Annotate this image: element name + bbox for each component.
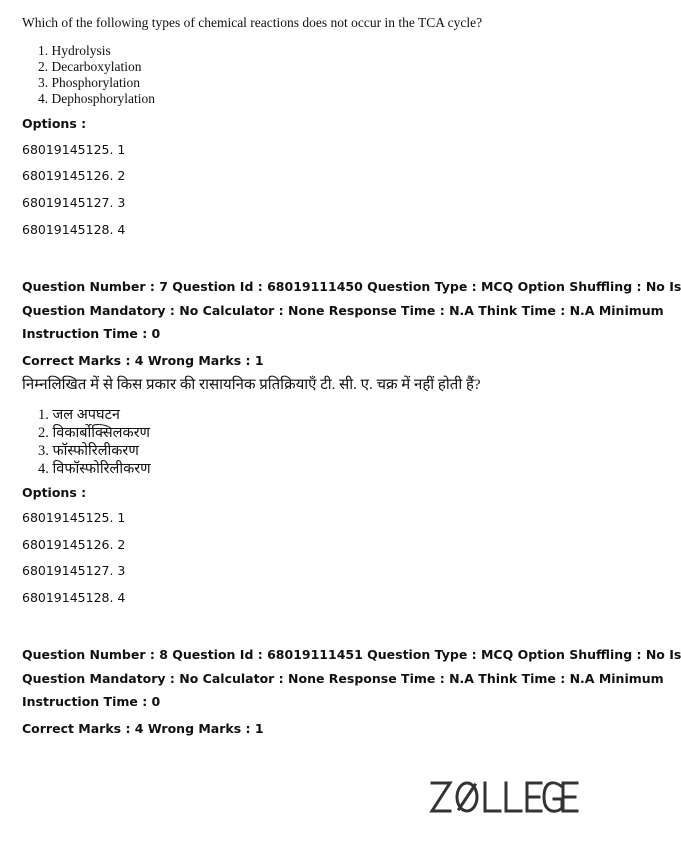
options-heading: Options : [22, 116, 87, 131]
list-item: 1. Hydrolysis [38, 43, 111, 58]
option-item: 68019145127. 3 [22, 563, 126, 578]
list-item: 1. जल अपघटन [38, 407, 120, 423]
question-meta: Question Mandatory : No Calculator : None Response Time : N.A Think Time : N.A Minimum [22, 671, 664, 686]
options-heading: Options : [22, 485, 87, 500]
option-item: 68019145128. 4 [22, 590, 126, 605]
option-item: 68019145127. 3 [22, 195, 126, 210]
option-item: 68019145125. 1 [22, 510, 126, 525]
answer-list [38, 406, 151, 478]
option-item: 68019145125. 1 [22, 142, 126, 157]
question-meta: Question Number : 8 Question Id : 68019111451 Question Type : MCQ Option Shuffling : No Is [22, 647, 681, 662]
option-item: 68019145126. 2 [22, 537, 126, 552]
list-item: 3. फॉस्फोरिलीकरण [38, 443, 139, 459]
option-item: 68019145126. 2 [22, 168, 126, 183]
question-meta: Question Number : 7 Question Id : 68019111450 Question Type : MCQ Option Shuffling : No Is [22, 279, 681, 294]
question-meta: Instruction Time : 0 [22, 326, 161, 341]
list-item: 4. विफॉस्फोरिलीकरण [38, 461, 151, 477]
list-item: 2. विकार्बोक्सिलकरण [38, 425, 150, 441]
list-item: 2. Decarboxylation [38, 59, 142, 74]
question-meta: Question Mandatory : No Calculator : None Response Time : N.A Think Time : N.A Minimum [22, 303, 664, 318]
question-marks: Correct Marks : 4 Wrong Marks : 1 [22, 353, 264, 368]
zollege-logo-last-letter [560, 775, 580, 819]
list-item: 4. Dephosphorylation [38, 91, 155, 106]
question-text: निम्नलिखित में से किस प्रकार की रासायनिक प्रतिक्रियाएँ टी. सी. ए. चक्र में नहीं होती हैं? [22, 377, 481, 393]
question-marks: Correct Marks : 4 Wrong Marks : 1 [22, 721, 264, 736]
question-text: Which of the following types of chemical reactions does not occur in the TCA cycle? [22, 15, 483, 30]
zollege-logo [428, 775, 572, 819]
option-item: 68019145128. 4 [22, 222, 126, 237]
list-item: 3. Phosphorylation [38, 75, 141, 90]
answer-list [38, 43, 155, 107]
question-meta: Instruction Time : 0 [22, 694, 161, 709]
